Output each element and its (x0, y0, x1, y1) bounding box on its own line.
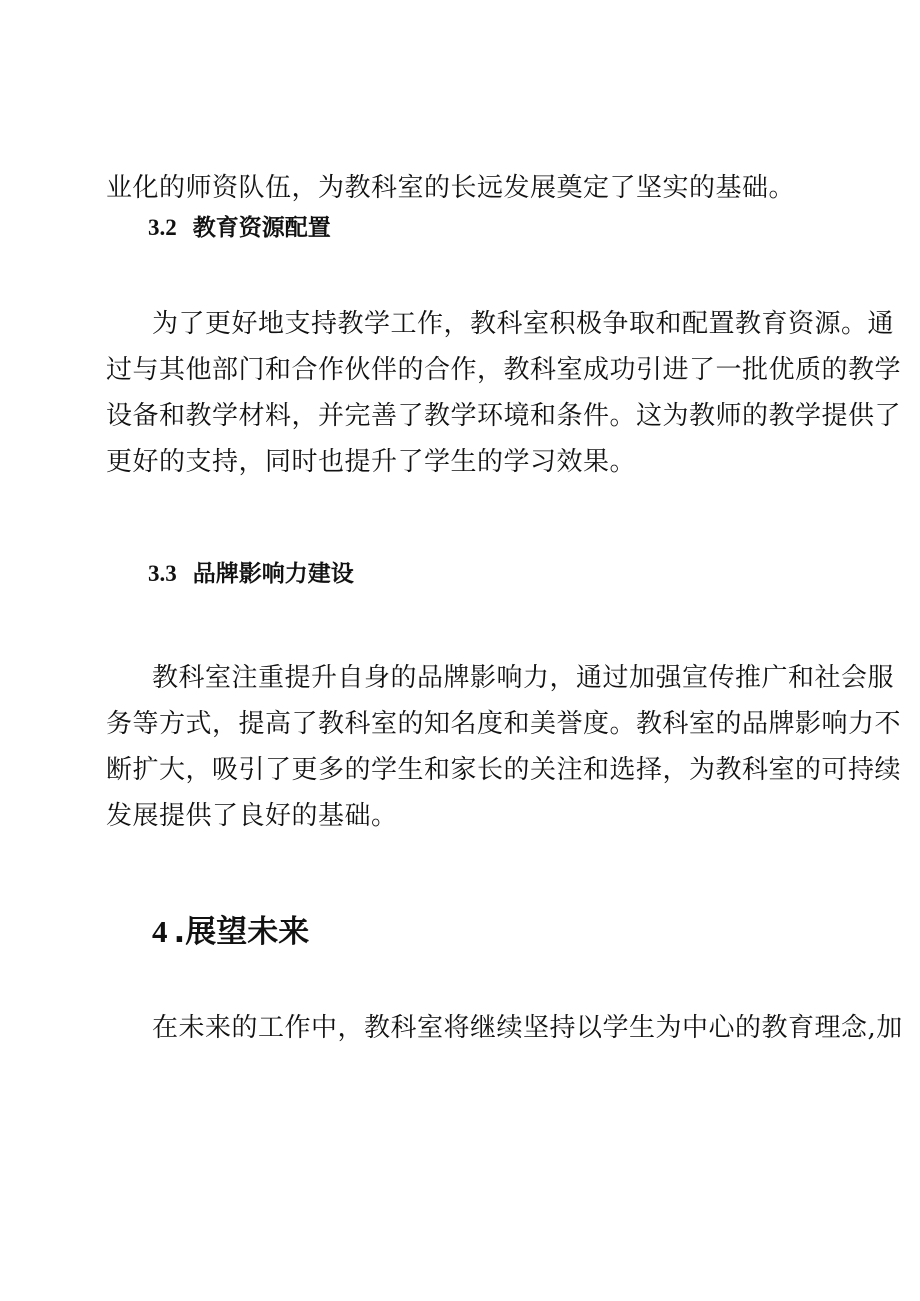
paragraph-line: 更好的支持，同时也提升了学生的学习效果。 (106, 447, 637, 477)
paragraph-line: 为了更好地支持教学工作，教科室积极争取和配置教育资源。通 (152, 309, 895, 339)
paragraph-line: 设备和教学材料，并完善了教学环境和条件。这为教师的教学提供了 (106, 401, 902, 431)
paragraph-line: 在未来的工作中，教科室将继续坚持以学生为中心的教育理念,加 (152, 1013, 903, 1043)
section-3-3-title: 品牌影响力建设 (192, 561, 354, 587)
section-3-2-heading (148, 212, 331, 244)
section-3-2-number: 3.2 (148, 215, 177, 240)
paragraph-line: 断扩大，吸引了更多的学生和家长的关注和选择，为教科室的可持续 (106, 755, 902, 785)
section-4-title: .展望未来 (173, 914, 310, 950)
section-3-3-number: 3.3 (148, 561, 177, 586)
paragraph-line: 务等方式，提高了教科室的知名度和美誉度。教科室的品牌影响力不 (106, 709, 902, 739)
section-4-number: 4 (152, 914, 168, 949)
section-4-heading (152, 912, 309, 952)
section-3-3-heading (148, 558, 354, 590)
paragraph-line: 发展提供了良好的基础。 (106, 801, 398, 831)
section-3-2-title: 教育资源配置 (192, 215, 331, 241)
paragraph-line: 教科室注重提升自身的品牌影响力，通过加强宣传推广和社会服 (152, 663, 895, 693)
paragraph-line: 过与其他部门和合作伙伴的合作，教科室成功引进了一批优质的教学 (106, 355, 902, 385)
paragraph-continuation-line: 业化的师资队伍，为教科室的长远发展奠定了坚实的基础。 (106, 173, 796, 203)
